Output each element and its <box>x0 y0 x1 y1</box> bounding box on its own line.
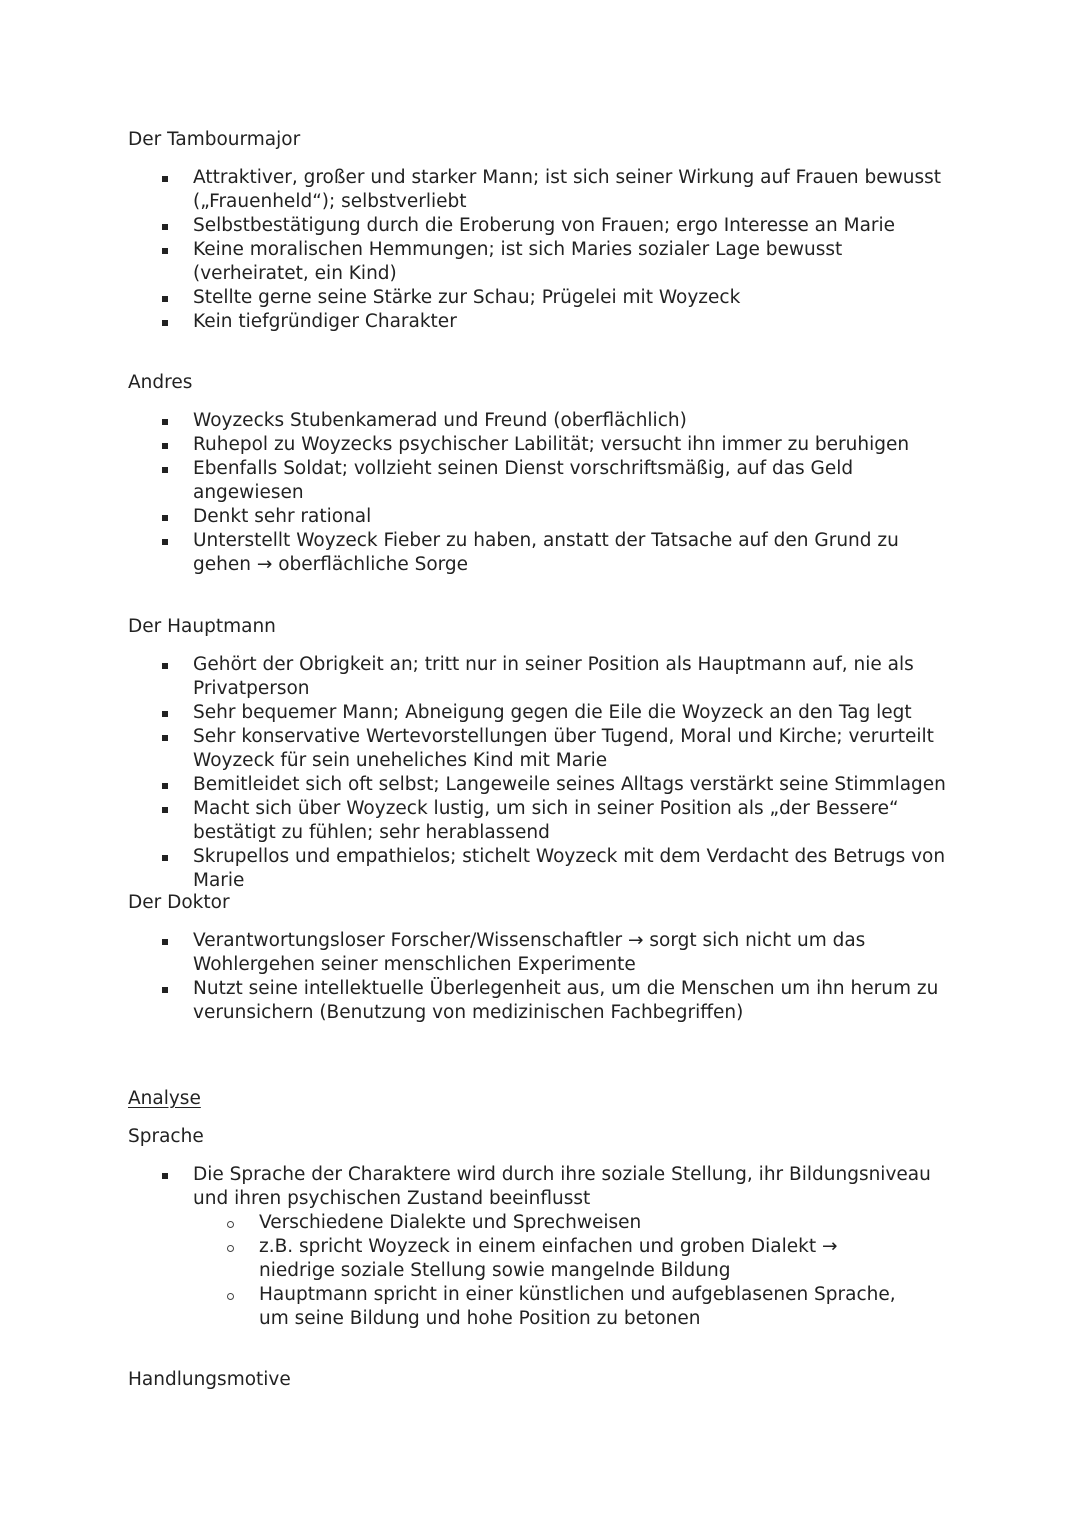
heading-tambourmajor: Der Tambourmajor <box>128 129 301 150</box>
sublist-item: z.B. spricht Woyzeck in einem einfachen und groben Dialekt → niedrige soziale Stellung sowie mangelnde Bildung <box>193 1235 919 1283</box>
list-item: Unterstellt Woyzeck Fieber zu haben, anstatt der Tatsache auf den Grund zu gehen → oberflächliche Sorge <box>0 529 953 577</box>
bullet-icon <box>162 419 168 425</box>
bullet-icon <box>162 663 168 669</box>
list-item: Gehört der Obrigkeit an; tritt nur in seiner Position als Hauptmann auf, nie als Privatperson <box>0 653 953 701</box>
list-hauptmann <box>0 653 953 893</box>
list-andres <box>0 409 953 577</box>
heading-sprache: Sprache <box>128 1126 204 1147</box>
circle-bullet-icon <box>227 1245 234 1252</box>
bullet-icon <box>162 467 168 473</box>
bullet-icon <box>162 176 168 182</box>
bullet-icon <box>162 855 168 861</box>
bullet-icon <box>162 735 168 741</box>
bullet-icon <box>162 939 168 945</box>
list-item: Macht sich über Woyzeck lustig, um sich in seiner Position als „der Bessere“ bestätigt zu fühlen; sehr herablassend <box>0 797 953 845</box>
heading-doktor: Der Doktor <box>128 892 230 913</box>
bullet-icon <box>162 296 168 302</box>
bullet-icon <box>162 783 168 789</box>
bullet-icon <box>162 515 168 521</box>
sublist-sprache <box>193 1211 953 1331</box>
list-item: Sehr bequemer Mann; Abneigung gegen die Eile die Woyzeck an den Tag legt <box>0 701 953 725</box>
list-item: Die Sprache der Charaktere wird durch ihre soziale Stellung, ihr Bildungsniveau und ihren psychischen Zustand beeinflusst Verschiedene Dialekte und Sprechweisen z.B. spricht Woyzeck in einem einfachen und groben Dialekt → niedrige soziale Stellung sowie mangelnde Bildung Hauptmann spricht in einer künstlichen und aufgeblasenen Sprache, um seine Bildung und hohe Position zu betonen <box>0 1163 953 1331</box>
bullet-icon <box>162 539 168 545</box>
bullet-icon <box>162 1173 168 1179</box>
bullet-icon <box>162 248 168 254</box>
list-item: Stellte gerne seine Stärke zur Schau; Prügelei mit Woyzeck <box>0 286 953 310</box>
list-tambourmajor <box>0 166 953 334</box>
list-item: Selbstbestätigung durch die Eroberung von Frauen; ergo Interesse an Marie <box>0 214 953 238</box>
list-item: Sehr konservative Wertevorstellungen über Tugend, Moral und Kirche; verurteilt Woyzeck für sein uneheliches Kind mit Marie <box>0 725 953 773</box>
list-item: Attraktiver, großer und starker Mann; ist sich seiner Wirkung auf Frauen bewusst („Frauenheld“); selbstverliebt <box>0 166 953 214</box>
circle-bullet-icon <box>227 1221 234 1228</box>
bullet-icon <box>162 320 168 326</box>
list-item: Woyzecks Stubenkamerad und Freund (oberflächlich) <box>0 409 953 433</box>
circle-bullet-icon <box>227 1293 234 1300</box>
list-item: Nutzt seine intellektuelle Überlegenheit aus, um die Menschen um ihn herum zu verunsichern (Benutzung von medizinischen Fachbegriffen) <box>0 977 953 1025</box>
list-item: Bemitleidet sich oft selbst; Langeweile seines Alltags verstärkt seine Stimmlagen <box>0 773 953 797</box>
bullet-icon <box>162 443 168 449</box>
list-item: Ruhepol zu Woyzecks psychischer Labilität; versucht ihn immer zu beruhigen <box>0 433 953 457</box>
bullet-icon <box>162 711 168 717</box>
list-item: Kein tiefgründiger Charakter <box>0 310 953 334</box>
list-sprache <box>0 1163 953 1331</box>
list-doktor <box>0 929 953 1025</box>
heading-hauptmann: Der Hauptmann <box>128 616 276 637</box>
sublist-item: Hauptmann spricht in einer künstlichen und aufgeblasenen Sprache, um seine Bildung und hohe Position zu betonen <box>193 1283 919 1331</box>
list-item: Ebenfalls Soldat; vollzieht seinen Dienst vorschriftsmäßig, auf das Geld angewiesen <box>0 457 953 505</box>
list-item: Verantwortungsloser Forscher/Wissenschaftler → sorgt sich nicht um das Wohlergehen seiner menschlichen Experimente <box>0 929 953 977</box>
list-item: Denkt sehr rational <box>0 505 953 529</box>
heading-andres: Andres <box>128 372 193 393</box>
heading-handlungsmotive: Handlungsmotive <box>128 1369 291 1390</box>
sublist-item: Verschiedene Dialekte und Sprechweisen <box>193 1211 919 1235</box>
bullet-icon <box>162 807 168 813</box>
bullet-icon <box>162 224 168 230</box>
heading-analyse: Analyse <box>128 1088 201 1109</box>
bullet-icon <box>162 987 168 993</box>
list-item: Skrupellos und empathielos; stichelt Woyzeck mit dem Verdacht des Betrugs von Marie <box>0 845 953 893</box>
list-item: Keine moralischen Hemmungen; ist sich Maries sozialer Lage bewusst (verheiratet, ein Kind) <box>0 238 953 286</box>
